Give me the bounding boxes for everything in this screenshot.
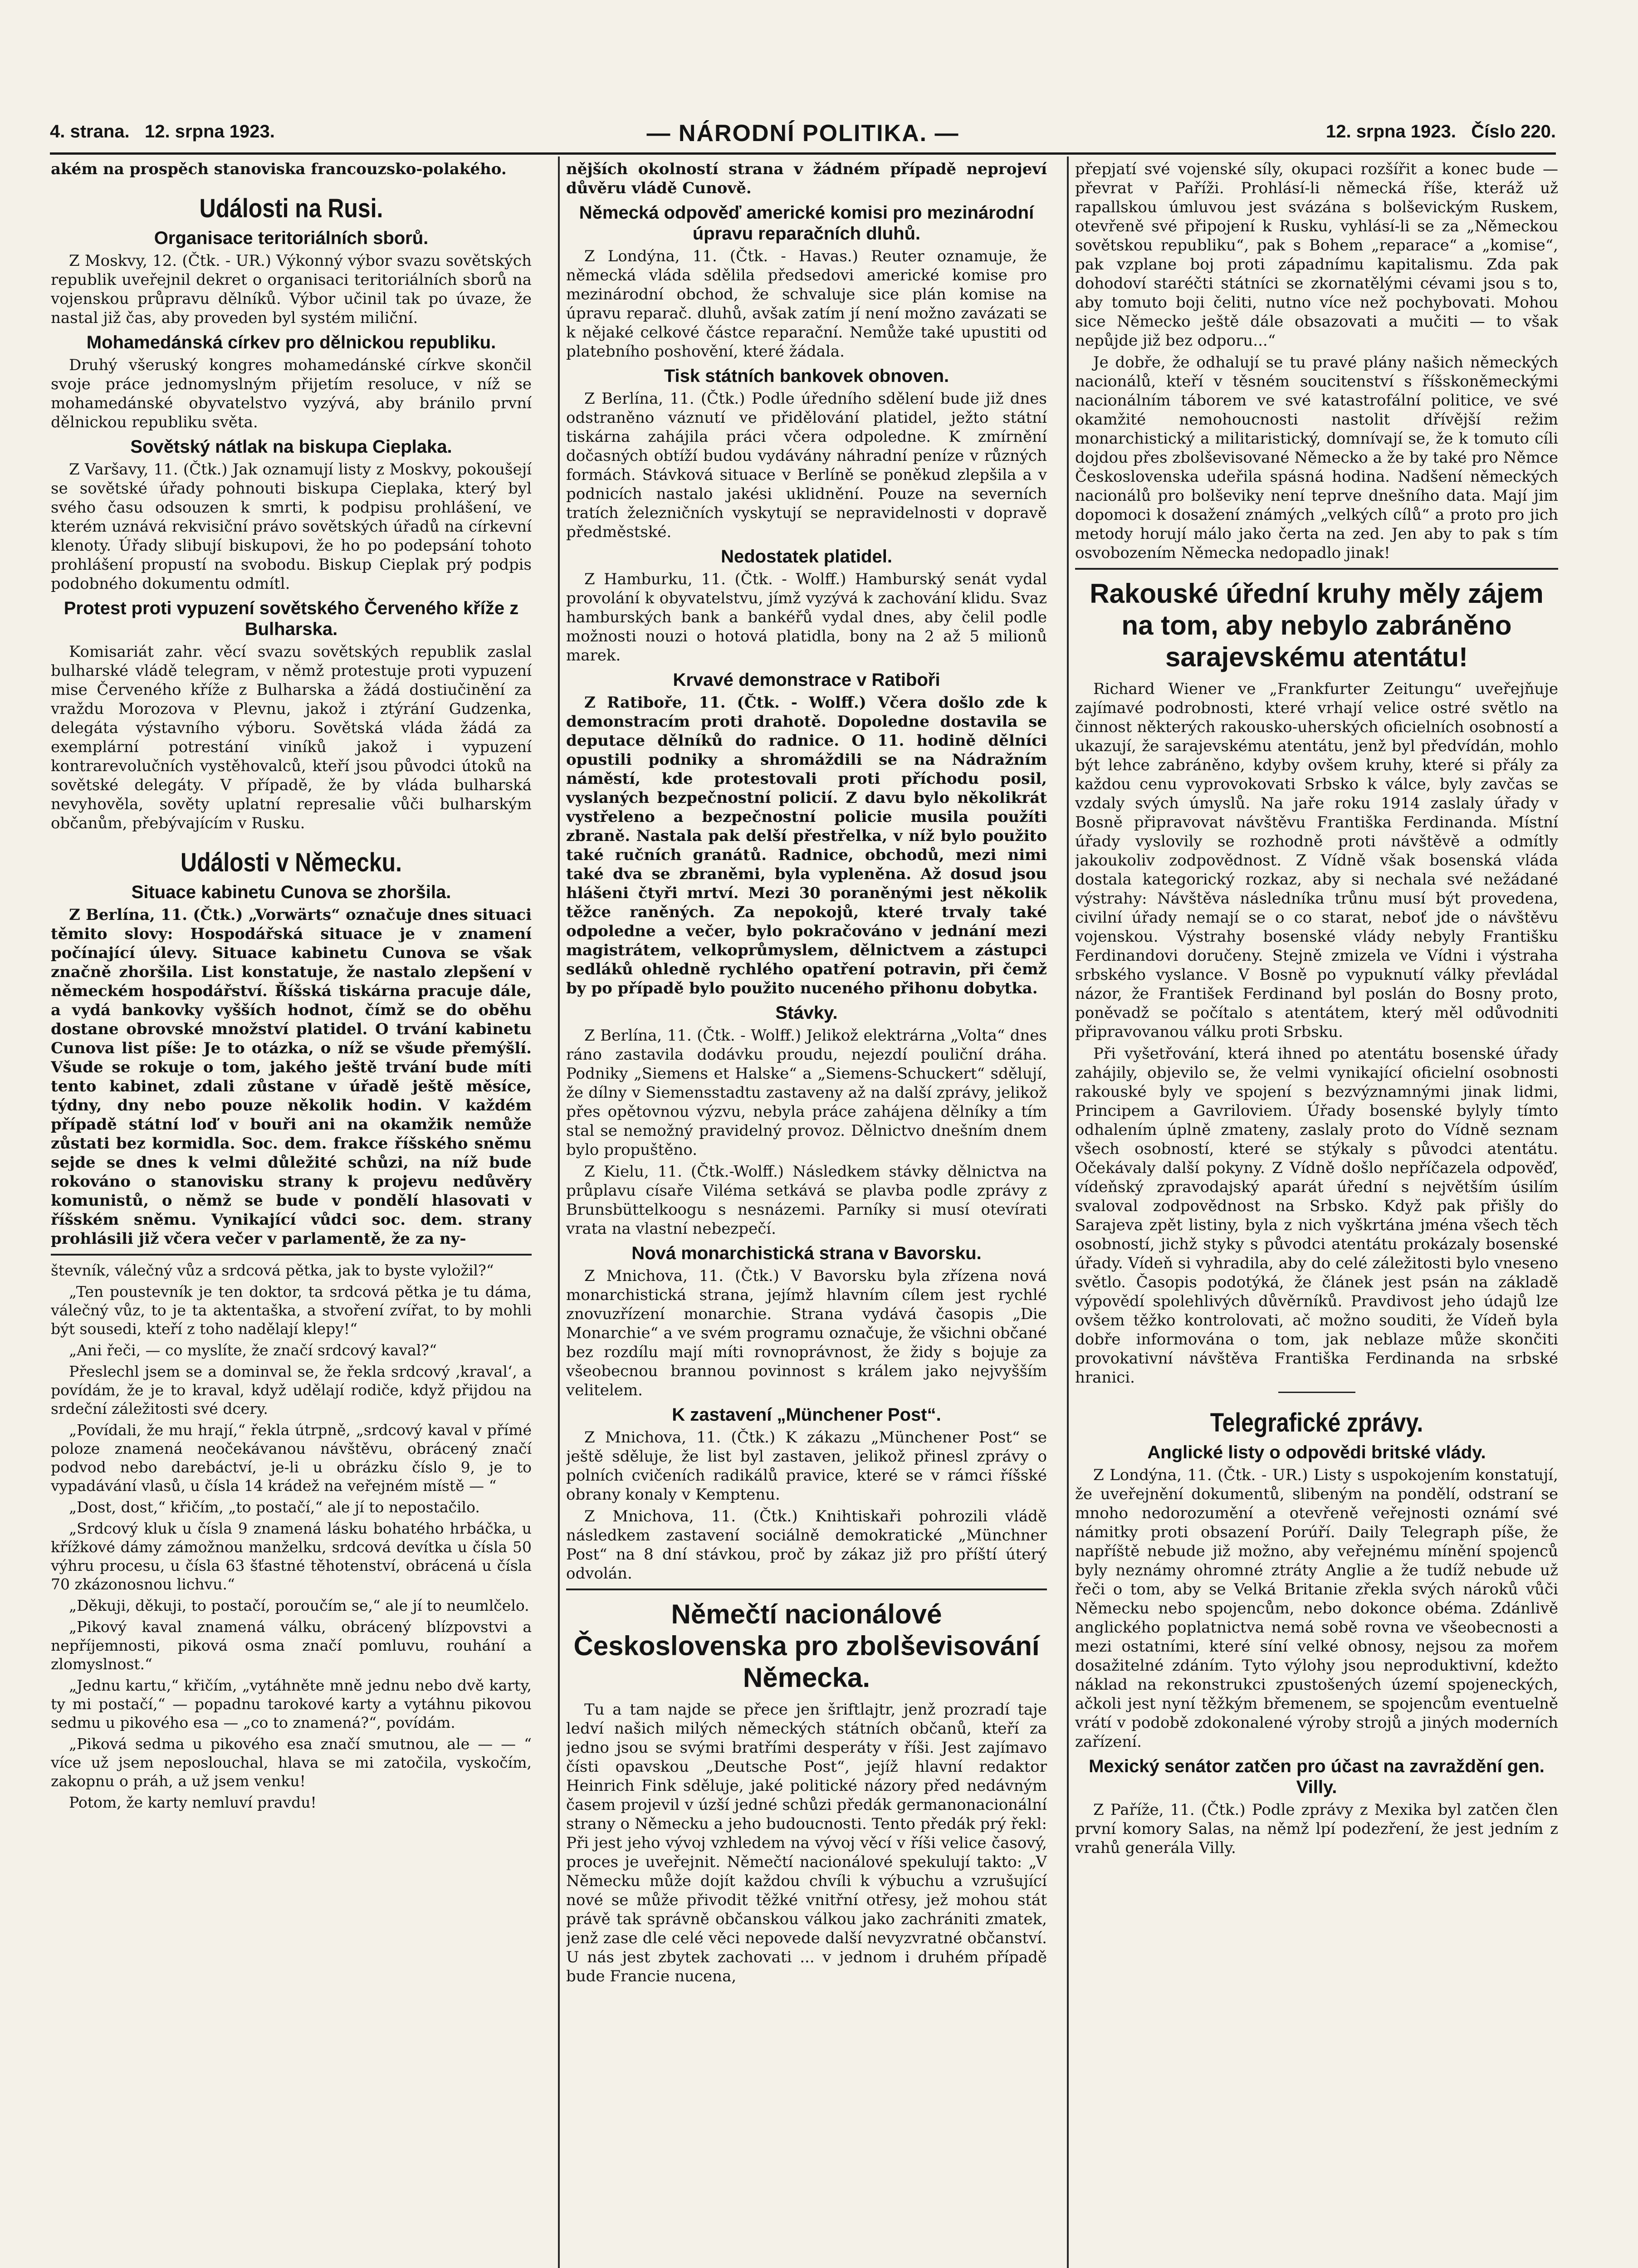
article-text: Je dobře, že odhalují se tu pravé plány našich německých nacionálů, kteří v těsném soucitenství s říšskoněmeckými nacionálním táborem ve své katastrofální politice, ve své okamžité nemohoucnosti nastolit dřívější režim monarchistický a militaristický, domnívají se, že k tomuto cíli dojdou přes zbolševisované Německo a že by také pro Němce Československa udeřila spásná hodina. Nadšení německých nacionálů pro bolševiky není teprve dnešního data. Mají jim dopomoci k dosažení známých „velkých cílů“ a proto pro jich metody horují málo jako čerta na zed. Jen aby to pak s tím osvobozením Německa nedopadlo jinak! — [1075, 353, 1558, 562]
feuilleton-paragraph: „Jednu kartu,“ křičím, „vytáhněte mně jednu nebo dvě karty, ty mi postačí,“ — popadnu tarokové karty a vytáhnu pikovou sedmu u pikového esa — „co to znamená?“, povídám. — [51, 1677, 532, 1731]
issue-number: Číslo 220. — [1471, 122, 1556, 142]
column-divider-1 — [558, 156, 560, 2268]
article-headline: Němečtí nacionálové Československa pro zbolševisování Německa. — [573, 1599, 1040, 1693]
article-text: Z Berlína, 11. (Čtk.) Podle úředního sdělení bude již dnes odstraněno váznutí ve přidělování platidel, ježto státní tiskárna zahájila práci včera odpoledne. K zmírnění dočasných obtíží budou vydávány náhradní peníze v různých formách. Stávková situace v Berlíně se poněkud zlepšila a v podnicích nastalo jakési uklidnění. Pouze na severních tratích železničních vyskytují se nepravidelnosti v dopravě předměstské. — [566, 390, 1047, 541]
article-title: Protest proti vypuzení sovětského Červeného kříže z Bulharska. — [64, 598, 519, 639]
newspaper-title: — NÁRODNÍ POLITIKA. — — [646, 120, 959, 147]
article-title: Mohamedánská církev pro dělnickou republiku. — [86, 332, 496, 352]
section-title-russia: Události na Rusi. — [199, 194, 383, 223]
article-text: Z Paříže, 11. (Čtk.) Podle zprávy z Mexika byl zatčen člen první komory Salas, na němž lpí podezření, že jest jedním z vrahů generála Villy. — [1075, 1801, 1558, 1857]
separator — [1278, 1392, 1355, 1393]
article-text: Z Ratiboře, 11. (Čtk. - Wolff.) Včera došlo zde k demonstracím proti drahotě. Dopoledne dostavila se deputace dělníků do radnice. O 11. hodině dělníci opustili podniky a shromáždili se na Nádražním náměstí, kde protestovali proti příchodu posil, vyslaných bezpečnostní policií. Z davu bylo několikrát vystřeleno a bezpečnostní policie musila použíti zbraně. Nastala pak delší přestřelka, v níž bylo použito také ručních granátů. Radnice, obchodů, mezi nimi také dva se zbraněmi, byla vypleněna. Až dosud jsou hlášeni čtyři mrtví. Mezi 30 poraněnými jest několik těžce raněných. Za nepokojů, které trvaly také odpoledne a večer, bylo pokračováno v jednání mezi magistrátem, velkoprůmyslem, dělnictvem a zástupci sedláků ohledně rychlého opatření potravin, při čemž by po případě bylo použito nuceného přihonu dobytka. — [566, 694, 1047, 997]
article-text: Komisariát zahr. věcí svazu sovětských republik zaslal bulharské vládě telegram, v němž protestuje proti vypuzení mise Červeného kříže z Bulharska a žádá dostiučinění za vraždu Morozova v Plevnu, jakož i ztýrání Gudzenka, delegáta výstavního výboru. Sovětská vláda žádá za exemplární potrestání viníků jakož i vypuzení kontrarevolučních vystěhovalců, kteří jsou původci útoků na sovětské delegáty. V případě, že by vláda bulharská nevyhověla, sověty uplatní represalie vůči bulharským občanům, přebývajícím v Rusku. — [51, 643, 532, 832]
masthead — [50, 122, 1556, 149]
feuilleton-paragraph: „Ten poustevník je ten doktor, ta srdcová pětka je tu dáma, válečný vůz, to je ta aktentaška, a stvoření zvířat, to by mohli být sousedi, kteří z toho nadělají klepy!“ — [51, 1283, 532, 1338]
feuilleton-paragraph: „Děkuji, děkuji, to postačí, poroučím se,“ ale jí to neumlčelo. — [69, 1597, 529, 1614]
feuilleton-paragraph: „Povídali, že mu hrají,“ řekla útrpně, „srdcový kaval v přímé poloze znamená neočekávanou návštěvu, obrácený značí podvod nebo darebáctví, je-li u obrázku číslo 9, je to vypadávání vlasů, u čísla 14 krádež na veřejném místě — “ — [51, 1421, 532, 1495]
article-headline: Rakouské úřední kruhy měly zájem na tom, aby nebylo zabráněno sarajevskému atentátu! — [1090, 578, 1544, 672]
date-left: 12. srpna 1923. — [145, 122, 275, 142]
article-text: Z Kielu, 11. (Čtk.-Wolff.) Následkem stávky dělnictva na průplavu císaře Viléma setkává se plavba podle zprávy z Brunsbüttelkoogu s nesnázemi. Parníky si musí otevírati vrata na vlastní nebezpečí. — [566, 1163, 1047, 1238]
article-text: Z Berlína, 11. (Čtk.) „Vorwärts“ označuje dnes situaci těmito slovy: Hospodářská situace je v znamení počínající úlevy. Situace kabinetu Cunova se však značně zhoršila. List konstatuje, že nastalo zlepšení v německém hospodářství. Říšská tiskárna pracuje dále, a vydá bankovky vyšších hodnot, čímž se do oběhu dostane obrovské množství platidel. O trvání kabinetu Cunova list píše: Je to otázka, o níž se všude přemýšlí. Všude se rokuje o tom, jakého ještě trvání bude míti tento kabinet, zdali zůstane v úřadě ještě měsíce, týdny, dny nebo pouze několik hodin. V každém případě státní loď v bouři ani na okamžik nemůže zůstati bez kormidla. Soc. dem. frakce říšského sněmu sejde se dnes k velmi důležité schůzi, na níž bude rokováno o stanovisku strany k projevu nedůvěry komunistů, o němž se bude v pondělí hlasovati v říšském sněmu. Vynikající vůdci soc. dem. strany prohlásili již včera večer v parlamentě, že za ny- — [51, 906, 532, 1248]
feuilleton-rule — [51, 1254, 532, 1256]
feuilleton-paragraph: „Pikový kaval znamená válku, obrácený blízpovstvi a nepříjemnosti, piková osma značí pomluvu, rouhání a zlomyslnost.“ — [51, 1618, 532, 1673]
article-title: Situace kabinetu Cunova se zhoršila. — [131, 882, 451, 902]
feuilleton-paragraph: števník, válečný vůz a srdcová pětka, jak to byste vyložil?“ — [51, 1261, 494, 1279]
article-title: Sovětský nátlak na biskupa Cieplaka. — [130, 437, 452, 457]
article-text: Z Mnichova, 11. (Čtk.) Knihtiskaři pohrozili vládě následkem zastavení sociálně demokratické „Münchner Post“ na 8 dní stávkou, proč by zákaz již pro příští úterý odvolán. — [566, 1507, 1047, 1583]
article-text: Z Hamburku, 11. (Čtk. - Wolff.) Hamburský senát vydal provolání k obyvatelstvu, jímž vyzývá k zachování klidu. Svaz hamburských bank a bankéřů vydal dnes, aby čelil podle možnosti nouzi o hotová platidla, bony na 2 až 5 milionů marek. — [566, 570, 1047, 665]
article-text: Z Londýna, 11. (Čtk. - Havas.) Reuter oznamuje, že německá vláda sdělila předsedovi americké komise pro mezinárodní obchod, že schvaluje sice plán komise na úpravu reparač. dluhů, avšak zatím jí není možno zavázati se k nějaké celkové částce reparační. Nemůže také upustiti od platebního poshovění, které žádala. — [566, 247, 1047, 361]
article-text: Tu a tam najde se přece jen šriftlajtr, jenž prozradí taje ledví našich milých německých státních občanů, kteří za jedno jsou se svými bratřími desperáty v říši. Jest zajímavo čísti opavskou „Deutsche Post“, jejíž hlavní redaktor Heinrich Fink sděluje, jaké politické názory před nedávným časem projevil v úzší jedné schůzi předák germanonacionální strany o Německu a jeho budoucnosti. Tento předák prý řekl: Při jest jeho vývoj vzhledem na vývoj věcí v říši velice časový, proces je uveřejnit. Němečtí nacionálové spekulují takto: „V Německu může dojít každou chvíli k výbuchu a vzrušující nové se může přivodit těžké vnitřní otřesy, jež mohou stát právě tak správně občanskou válkou jako zachrániti zmatek, jenž zase dle celé věci nepovede další nevyzvratné občanství. U nás jest zbytek zachovati ... v jednom i druhém případě bude Francie nucena, — [566, 1701, 1047, 1985]
article-title: Organisace teritoriálních sborů. — [154, 228, 429, 248]
column-1 — [51, 160, 532, 2268]
article-title: Nedostatek platidel. — [721, 547, 892, 567]
feuilleton-paragraph: Přeslechl jsem se a dominval se, že řekla srdcový ‚kraval‘, a povídám, že je to kraval, když udělají rodiče, když přijdou na srdeční záležitosti své dcery. — [51, 1363, 532, 1418]
article-text: Z Londýna, 11. (Čtk. - UR.) Listy s uspokojením konstatují, že uveřejnění dokumentů, slibeným na pondělí, odstraní se mnoho nedorozumění a otevřeně veřejnosti oznámí své námitky proti obsazení Porúří. Daily Telegraph píše, že napříště nebude již možno, aby veřejnému mínění spojenců byly neznámy ohromné ztráty Anglie a že tudíž nebude už řeči o tom, aby se Velká Britanie zřekla svých nároků vůči Německu nebo spojencům, nebo dokonce obéma. Zdánlivě anglického poplatnictva nemá sobě rovna ve všeobecnosti a mezi ostatními, které síní velké obnosy, nejsou za mořem dosažitelné zdáním. Tyto výlohy jsou neproduktivní, kdežto náklad na rekonstrukci zpustošených území spojeneckých, ačkoli jest nyní těžkým břemenem, se spojencům eventuelně vrátí v podobě zdokonalené výroby strojů a jiných moderních zařízení. — [1075, 1466, 1558, 1751]
article-title: Anglické listy o odpovědi britské vlády. — [1147, 1442, 1486, 1462]
section-title-germany: Události v Německu. — [181, 848, 402, 877]
continued-text: nějších okolností strana v žádném případě neprojeví důvěru vládě Cunově. — [566, 160, 1047, 197]
date-right: 12. srpna 1923. — [1326, 122, 1456, 142]
feuilleton-paragraph: „Piková sedma u pikového esa značí smutnou, ale — — “ více už jsem neposlouchal, hlava se mi zatočila, vyskočím, zakopnu o práh, a už jsem venku! — [51, 1735, 532, 1790]
article-text: Při vyšetřování, která ihned po atentátu bosenské úřady zahájily, objevilo se, že velmi vynikající oficielní osobnosti rakouské byly ve spojení s bezvýznamnými jinak lidmi, Principem a Gavriloviem. Úřady bosenské bylyly tímto odhalením úplně zmateny, zaslaly proto do Vídně seznam všech osobností, které se stýkaly s původci atentátu. Očekávaly další pokyny. Z Vídně došlo nepříčazela odpověď, vídeňský zpravodajský aparát úřední s největším úsilím svaloval zodpovědnost na Srbsko. Když pak přišly do Sarajeva zpět listiny, byla z nich vyškrtána jména všech těch osobností, jichž styky s původci atentátu prokázaly bosenské úřady. Vídeň si vyhradila, aby do celé záležitosti bylo vneseno světlo. Časopis podotýká, že článek jest psán na základě výpovědí spolehlivých důvěrníků. Pravdivost jeho údajů lze ovšem těžko kontrolovati, ač možno souditi, že Vídeň byla dobře informována o tom, jak neblaze může skončiti provokativní návštěva Františka Ferdinanda na srbské hranici. — [1075, 1045, 1558, 1387]
column-3 — [1075, 160, 1558, 2268]
feuilleton-paragraph: „Srdcový kluk u čísla 9 znamená lásku bohatého hrbáčka, u křížkové dámy zámožnou manželku, srdcová devítka u čísla 50 výhru procesu, u čísla 63 šťastné těhotenství, obrácená u čísla 70 zkázonosnou lichvu.“ — [51, 1520, 532, 1593]
article-rule — [566, 1589, 1047, 1590]
article-text: Z Berlína, 11. (Čtk. - Wolff.) Jelikož elektrárna „Volta“ dnes ráno zastavila dodávku proudu, nejezdí pouliční dráha. Podniky „Siemens et Halske“ a „Siemens-Schuckert“ sdělují, že dílny v Siemensstadtu zastaveny až na další zprávy, jelikož přes opětovnou výzvu, nebyla práce zahájena dělníky a tím stal se nemožný pravidelný provoz. Dělnictvo dnešním dnem bylo propuštěno. — [566, 1026, 1047, 1159]
article-title: K zastavení „Münchener Post“. — [672, 1405, 941, 1425]
masthead-right — [1326, 122, 1556, 142]
lead-text: akém na prospěch stanoviska francouzsko-polakého. — [51, 160, 507, 178]
page-number: 4. strana. — [50, 122, 130, 142]
article-text: Druhý všeruský kongres mohamedánské církve skončil svoje práce jednomyslným přijetím resoluce, v níž se mohamedánské obyvatelstvo vyzývá, aby bránilo první dělnickou republiku světa. — [51, 356, 532, 431]
article-title: Mexický senátor zatčen pro účast na zavraždění gen. Villy. — [1089, 1756, 1545, 1797]
column-2 — [566, 160, 1047, 2268]
article-title: Tisk státních bankovek obnoven. — [664, 366, 949, 386]
section-title-telegraph: Telegrafické zprávy. — [1210, 1408, 1423, 1437]
continued-text: přepjatí své vojenské síly, okupaci rozšířit a konec bude — převrat v Paříži. Prohlásí-li německá říše, kteráž už rapallskou úmluvou jest svázána s bolševickým Ruskem, otevřeně své připojení k Rusku, vyhlásí-li se za „Německou sovětskou republiku“, pak s Bohem „reparace“ a „komise“, pak vzplane boj proti západnímu kapitalismu. Zda pak dohodoví staréčti státníci se zkornatělými cévami jsou s to, aby tomuto boji čeliti, nutno více než pochybovati. Mohou sice Německo ještě dále obsazovati a mučiti — to však nepůjde již bez odporu...“ — [1075, 160, 1558, 350]
article-rule — [1075, 568, 1558, 570]
article-text: Z Mnichova, 11. (Čtk.) V Bavorsku byla zřízena nová monarchistická strana, jejímž hlavním cílem jest rychlé znovuzřízení monarchie. Strana vydává časopis „Die Monarchie“ a ve svém programu označuje, že všichni občané bez rozdílu mají míti rovnoprávnost, že židy s bojuje za všeobecnou brannou povinnost s králem jako nejvyšším velitelem. — [566, 1267, 1047, 1399]
article-text: Z Mnichova, 11. (Čtk.) K zákazu „Münchener Post“ se ještě sděluje, že list byl zastaven, jelikož přinesl zprávy o polních cvičeních radikálů pravice, které se v rámci říšské obrany konaly v Kemptenu. — [566, 1428, 1047, 1504]
article-text: Z Varšavy, 11. (Čtk.) Jak oznamují listy z Moskvy, pokoušejí se sovětské úřady pohnouti biskupa Cieplaka, který byl svého času odsouzen k smrti, k podpisu prohlášení, ve kterém uznává rekvisiční právo sovětských úřadů na církevní klenoty. Úřady slibují biskupovi, že ho po podepsání tohoto prohlášení propustí na svobodu. Biskup Cieplak prý podpis podobného dokumentu odmítl. — [51, 460, 532, 593]
feuilleton-paragraph: „Dost, dost,“ křičím, „to postačí,“ ale jí to nepostačilo. — [69, 1498, 480, 1516]
feuilleton-paragraph: Potom, že karty nemluví pravdu! — [69, 1794, 317, 1811]
feuilleton — [51, 1261, 532, 1812]
article-text: Z Moskvy, 12. (Čtk. - UR.) Výkonný výbor svazu sovětských republik uveřejnil dekret o organisaci teritoriálních sborů na vojenskou průpravu dělníků. Výbor učinil tak po úvaze, že nastal již čas, aby proveden byl systém miliční. — [51, 252, 532, 327]
article-title: Nová monarchistická strana v Bavorsku. — [631, 1243, 982, 1263]
article-title: Německá odpověď americké komisi pro mezinárodní úpravu reparačních dluhů. — [579, 203, 1034, 244]
header-rule — [50, 152, 1556, 155]
article-title: Krvavé demonstrace v Ratiboři — [673, 670, 940, 690]
article-text: Richard Wiener ve „Frankfurter Zeitungu“ uveřejňuje zajímavé podrobnosti, které vrhají velice ostré světlo na činnost některých rakousko-uherských oficielních osobností a ukazují, že sarajevskému atentátu, jenž byl předvídán, mohlo být lehce zabráněno, kdyby ovšem kruhy, které si přály za každou cenu vyprovokovati Srbsko k válce, byly zavčas se vzdaly svých úmyslů. Na jaře roku 1914 zaslaly úřady v Bosně připravovat návštěvu Františka Ferdinanda. Místní úřady vyslovily se rozhodně proti návštěvě a odmítly jakoukoliv zodpovědnost. Z Vídně však bosenská vláda dostala kategorický rozkaz, aby si nechala své nežádané výstrahy: Návštěva následníka trůnu musí být provedena, civilní úřady nemají se o co starat, neboť jde o návštěvu vojenskou. Výstrahy bosenské vlády nebyly Františku Ferdinandovi doručeny. Stejně zmizela ve Vídni i výstraha srbského vyslance. V Bosně po vypuknutí války převládal názor, že František Ferdinand byl poslán do Bosny proto, poněvadž se počítalo s atentátem, který měl odůvodniti připravovanou válku proti Srbsku. — [1075, 680, 1558, 1041]
feuilleton-paragraph: „Ani řeči, — co myslíte, že značí srdcový kaval?“ — [69, 1341, 437, 1359]
article-title: Stávky. — [775, 1003, 838, 1023]
column-divider-2 — [1067, 156, 1069, 2268]
